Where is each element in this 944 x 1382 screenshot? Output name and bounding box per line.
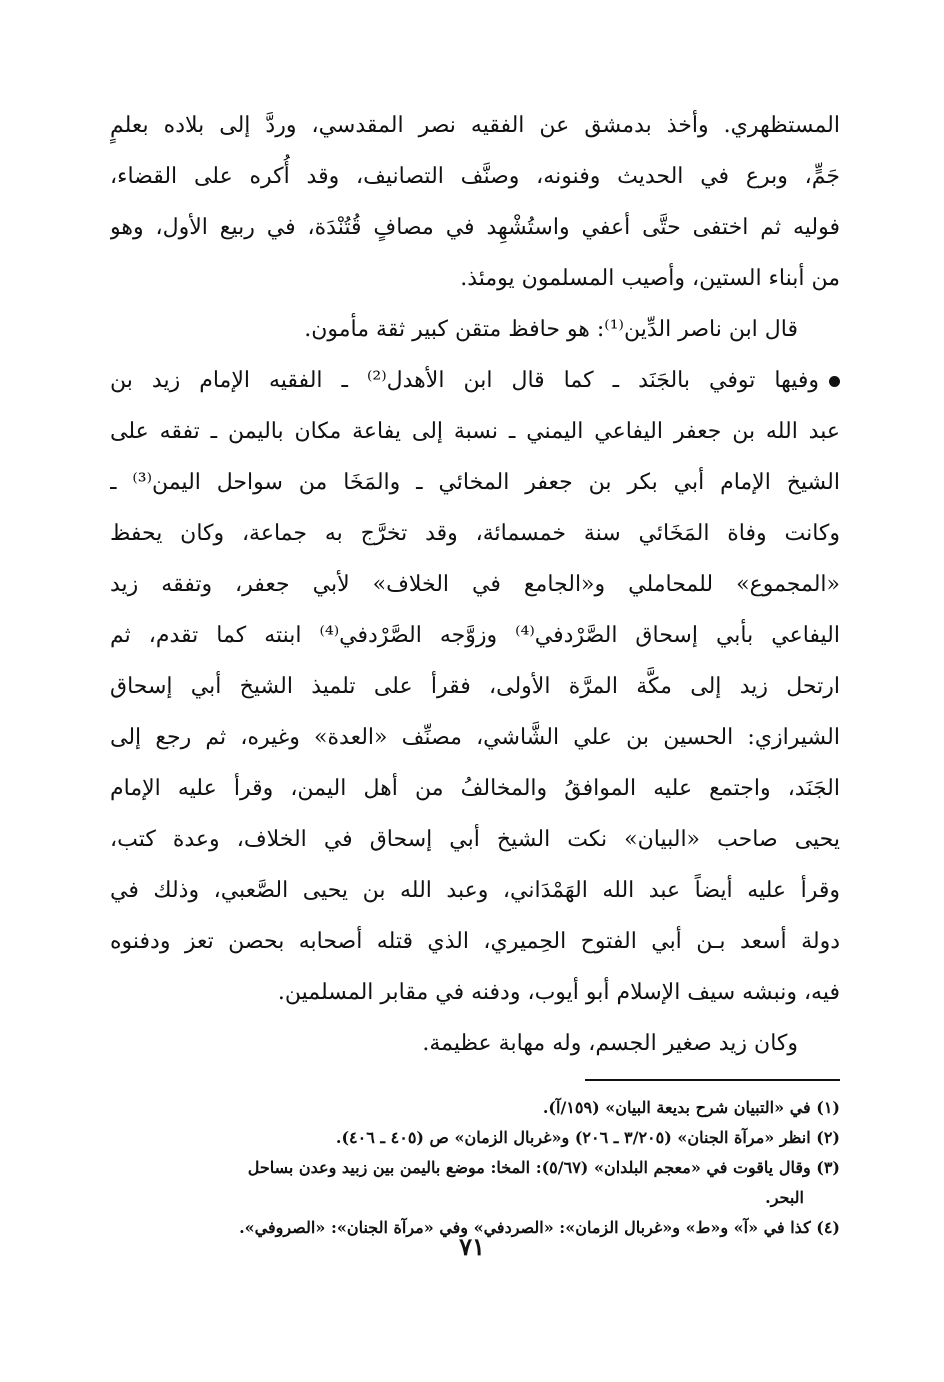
text-line: فوليه ثم اختفى حتَّى أعفي واستُشْهِد في مصافٍ قُتُنْدَة، في ربيع الأول، وهو: [110, 215, 840, 240]
text-line-content: وفيها توفي بالجَنَد ـ كما قال ابن الأهدل⁽²⁾ ـ الفقيه الإمام زيد بن: [110, 368, 819, 393]
text-line: وكانت وفاة المَخَائي سنة خمسمائة، وقد تخرَّج به جماعة، وكان يحفظ: [110, 521, 840, 546]
text-line-with-bullet: [110, 355, 840, 406]
text-line: «المجموع» للمحاملي و«الجامع في الخلاف» لأبي جعفر، وتفقه زيد: [110, 572, 840, 597]
text-line: الشيخ الإمام أبي بكر بن جعفر المخائي ـ والمَخَا من سواحل اليمن⁽³⁾ ـ: [110, 470, 840, 495]
text-line: يحيى صاحب «البيان» نكت الشيخ أبي إسحاق في الخلاف، وعدة كتب،: [110, 827, 840, 852]
bullet-icon: [829, 376, 840, 387]
paragraph-4: [110, 1018, 840, 1069]
footnote-4: (٤) كذا في «آ» و«ط» و«غربال الزمان»: «الصردفي» وفي «مرآة الجنان»: «الصروفي».: [239, 1218, 840, 1237]
footnote-2: (٢) انظر «مرآة الجنان» (٣/٢٠٥ ـ ٢٠٦) و«غربال الزمان» ص (٤٠٥ ـ ٤٠٦).: [335, 1128, 840, 1147]
text-line: من أبناء الستين، وأصيب المسلمون يومئذ.: [460, 266, 840, 291]
text-line: الجَنَد، واجتمع عليه الموافقُ والمخالفُ من أهل اليمن، وقرأ عليه الإمام: [110, 776, 840, 801]
footnote-separator: [585, 1079, 840, 1081]
footnote-3-continuation: البحر.: [765, 1188, 804, 1207]
paragraph-2: [110, 304, 840, 355]
text-line: جَمٍّ، وبرع في الحديث وفنونه، وصنَّف التصانيف، وقد أُكره على القضاء،: [110, 164, 840, 189]
paragraph-3: [110, 355, 840, 1018]
text-line: وقرأ عليه أيضاً عبد الله الهَمْدَاني، وعبد الله بن يحيى الصَّعبي، وذلك في: [110, 878, 840, 903]
page-number: ٧١: [459, 1232, 485, 1261]
text-line: المستظهري. وأخذ بدمشق عن الفقيه نصر المقدسي، وردَّ إلى بلاده بعلمٍ: [110, 113, 840, 138]
text-line: ارتحل زيد إلى مكَّة المرَّة الأولى، فقرأ على تلميذ الشيخ أبي إسحاق: [110, 674, 840, 699]
page-body: [110, 100, 840, 1243]
text-line: الشيرازي: الحسين بن علي الشَّاشي، مصنِّف «العدة» وغيره، ثم رجع إلى: [110, 725, 840, 750]
text-line: وكان زيد صغير الجسم، وله مهابة عظيمة.: [422, 1031, 798, 1056]
text-line: عبد الله بن جعفر اليفاعي اليمني ـ نسبة إلى يفاعة مكان باليمن ـ تفقه على: [110, 419, 840, 444]
text-line: فيه، ونبشه سيف الإسلام أبو أيوب، ودفنه في مقابر المسلمين.: [277, 980, 840, 1005]
text-line: اليفاعي بأبي إسحاق الصَّرْدفي⁽⁴⁾ وزوَّجه الصَّرْدفي⁽⁴⁾ ابنته كما تقدم، ثم: [110, 623, 840, 648]
text-line: قال ابن ناصر الدِّين⁽¹⁾: هو حافظ متقن كبير ثقة مأمون.: [304, 317, 798, 342]
footnote-3: (٣) وقال ياقوت في «معجم البلدان» (٥/٦٧): المخا: موضع باليمن بين زبيد وعدن بساحل: [247, 1158, 840, 1177]
paragraph-1: [110, 100, 840, 304]
footnotes: [110, 1093, 840, 1243]
text-line: دولة أسعد بـن أبي الفتوح الحِميري، الذي قتله أصحابه بحصن تعز ودفنوه: [110, 929, 840, 954]
footnote-1: (١) في «التبيان شرح بديعة البيان» (١٥٩/آ).: [542, 1098, 840, 1117]
